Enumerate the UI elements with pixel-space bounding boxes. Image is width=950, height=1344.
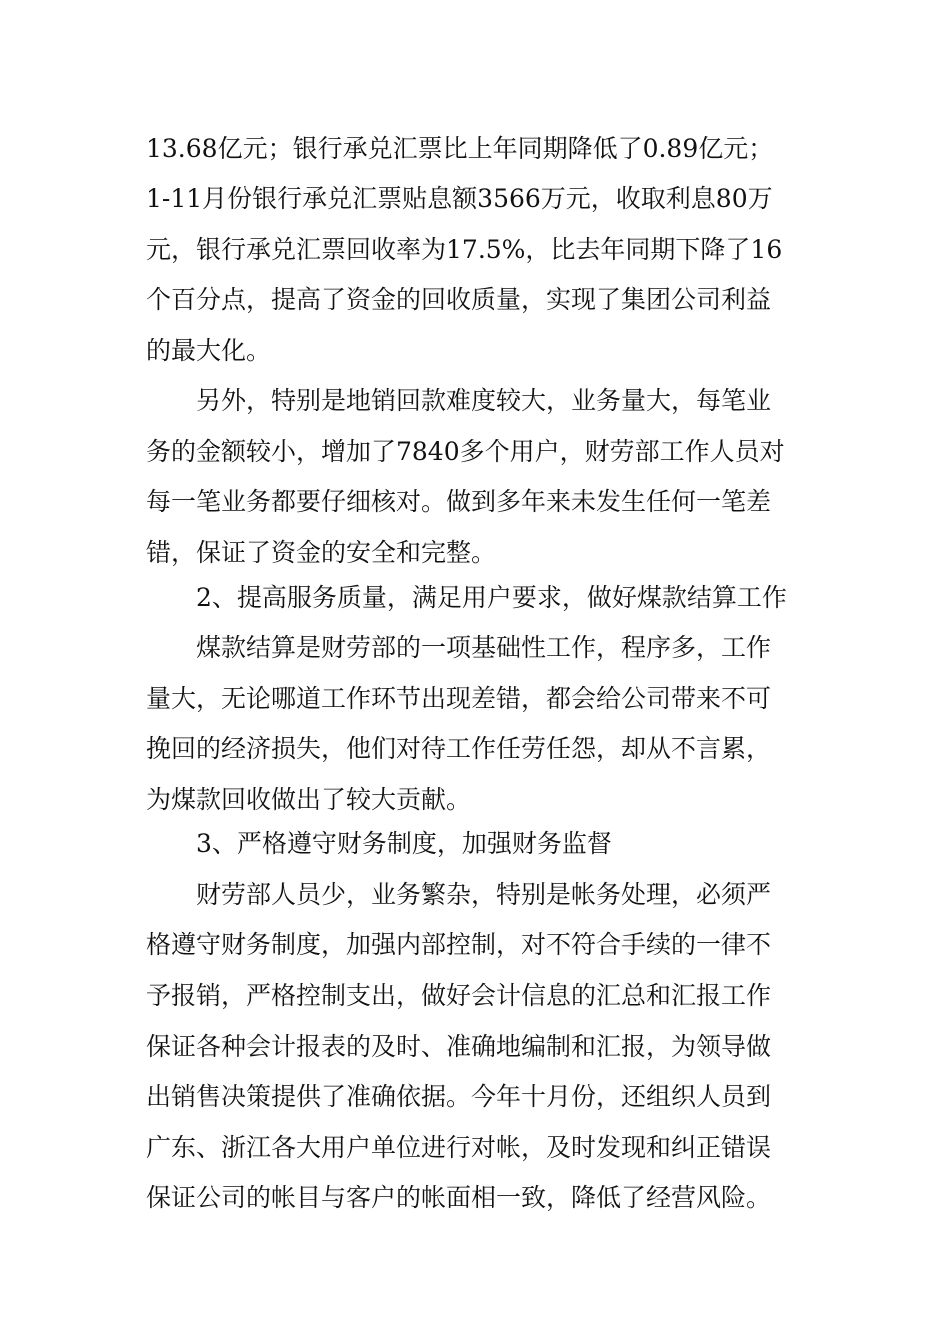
text-line: 错，保证了资金的安全和完整。 [146, 538, 497, 567]
paragraph-first-line: 财劳部人员少，业务繁杂，特别是帐务处理，必须严 [196, 880, 772, 909]
text-line: 格遵守财务制度，加强内部控制，对不符合手续的一律不 [146, 930, 772, 959]
text-line: 挽回的经济损失，他们对待工作任劳任怨，却从不言累， [146, 734, 772, 763]
text-line: 保证公司的帐目与客户的帐面相一致，降低了经营风险。 [146, 1183, 772, 1212]
text-line: 予报销，严格控制支出，做好会计信息的汇总和汇报工作 [146, 981, 772, 1010]
text-line: 务的金额较小，增加了7840多个用户，财劳部工作人员对 [146, 437, 785, 466]
text-line: 为煤款回收做出了较大贡献。 [146, 785, 472, 814]
text-line: 保证各种会计报表的及时、准确地编制和汇报，为领导做 [146, 1032, 772, 1061]
text-line: 13.68亿元；银行承兑汇票比上年同期降低了0.89亿元； [146, 134, 774, 163]
paragraph-first-line: 煤款结算是财劳部的一项基础性工作，程序多，工作 [196, 633, 772, 662]
text-line: 量大，无论哪道工作环节出现差错，都会给公司带来不可 [146, 684, 772, 713]
paragraph-first-line: 另外，特别是地销回款难度较大，业务量大，每笔业 [196, 386, 772, 415]
text-line: 的最大化。 [146, 336, 272, 365]
section-heading: 3、严格遵守财务制度，加强财务监督 [196, 829, 612, 858]
text-line: 1-11月份银行承兑汇票贴息额3566万元，收取利息80万 [146, 184, 773, 213]
text-line: 每一笔业务都要仔细核对。做到多年来未发生任何一笔差 [146, 487, 772, 516]
text-line: 出销售决策提供了准确依据。今年十月份，还组织人员到 [146, 1082, 772, 1111]
text-line: 广东、浙江各大用户单位进行对帐，及时发现和纠正错误 [146, 1133, 772, 1162]
text-line: 个百分点，提高了资金的回收质量，实现了集团公司利益 [146, 285, 772, 314]
section-heading: 2、提高服务质量，满足用户要求，做好煤款结算工作 [196, 583, 787, 612]
text-line: 元，银行承兑汇票回收率为17.5%，比去年同期下降了16 [146, 235, 783, 264]
